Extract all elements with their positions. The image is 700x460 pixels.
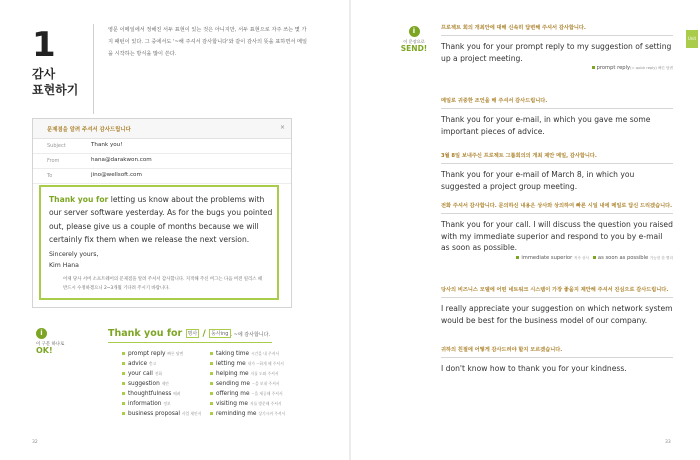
list-item-en: taking time [216,351,250,357]
list-item-ko: 내가 ~하게 해 주셔서 [247,361,284,366]
list-item-en: prompt reply [128,351,166,357]
pattern-lead: Thank you for [108,328,183,339]
send-badge [393,26,435,53]
list-item [210,379,285,389]
vocab-en: as soon as possible [597,254,649,261]
bullet-icon [210,362,213,365]
bullet-icon [122,372,125,375]
example-en: Thank you for your call. I will discuss the question you raised with my immediate superior and respond to you by e-mail as soon as possible. [441,220,673,253]
vocab-en: immediate superior [521,254,573,261]
pattern-slash: / [202,329,206,339]
list-item-en: business proposal [128,411,180,417]
list-item-ko: 배려 [173,391,181,396]
ok-badge-big: OK! [36,346,53,355]
vocab-en: prompt reply [596,65,631,72]
email-window [32,118,292,308]
list-item-en: helping me [216,371,249,377]
info-icon: i [409,26,420,37]
ok-badge-small: 이 구문 하나로 [36,342,65,347]
bullet-icon [122,362,125,365]
send-badge-small: 이 문장으로 [403,39,425,44]
example-en: Thank you for your e-mail of March 8, in which you suggested a project group meeting. [441,170,635,191]
example-ko: 귀하의 친절에 어떻게 감사드려야 할지 모르겠습니다. [441,347,563,353]
ok-badge [36,328,76,355]
list-item [210,389,285,399]
chapter-title-line1: 감사 [32,67,56,81]
example-ko: 당사의 비즈니스 모델에 어떤 네트워크 시스템이 가장 좋을지 제안해 주셔서 진심으로 감사드립니다. [441,287,669,293]
list-item [122,369,201,379]
bullet-icon [210,412,213,415]
list-item [122,399,201,409]
divider [441,163,673,164]
list-item-en: your call [128,371,153,377]
list-item-en: advice [128,361,148,367]
bullet-icon [210,382,213,385]
example-block [441,24,673,71]
left-page [0,0,349,460]
email-header-title: 문제점을 알려 주셔서 감사드립니다 [47,127,131,133]
pattern-slot1: 명사 [187,331,198,337]
example-ko: 메일로 귀중한 조언을 해 주셔서 감사드립니다. [441,98,548,104]
page-number-left: 32 [32,440,38,445]
list-item [122,379,201,389]
list-item-ko: 정보 [163,401,171,406]
bullet-icon [516,256,519,259]
example-block [441,286,673,326]
list-item-ko: 충고 [148,361,157,366]
page-number-right: 33 [665,440,671,445]
example-en: Thank you for your prompt reply to my suggestion of setting up a project meeting. [441,42,672,63]
list-item-en: suggestion [128,381,160,387]
list-item [210,369,285,379]
example-en: I really appreciate your suggestion on which network system would be best for the business model of our company. [441,304,673,325]
email-header [33,119,291,139]
bullet-icon [593,256,596,259]
list-item-en: information [128,401,162,407]
email-from-row [33,154,291,169]
list-item-ko: 상기시켜 주셔서 [258,411,286,416]
pattern-heading [108,328,270,339]
list-item-en: letting me [216,361,246,367]
bullet-icon [210,372,213,375]
from-label: From [47,158,60,164]
email-to-row [33,169,291,184]
bullet-icon [592,66,595,69]
example-block [441,97,673,137]
email-subject-row [33,139,291,154]
list-item [210,399,285,409]
list-item [210,409,285,419]
list-item-ko: 시간을 내 주셔서 [250,351,280,356]
example-en: I don't know how to thank you for your kindness. [441,364,627,373]
vocab-ko: 직속 상사 [573,255,589,260]
pattern-slot2: 동사ing [211,331,229,337]
list-item-ko: 전화 [154,371,163,376]
info-icon: i [36,328,47,339]
divider [441,357,673,358]
example-en: Thank you for your e-mail, in which you gave me some important pieces of advice. [441,115,651,136]
send-badge-big: SEND! [400,44,428,53]
example-block [441,152,673,192]
vocab-note [441,255,673,261]
divider [441,297,673,298]
list-item-en: offering me [216,391,250,397]
list-item-en: visiting me [216,401,248,407]
example-ko: 프로젝트 회의 개최안에 대해 신속히 답변해 주셔서 감사합니다. [441,25,586,31]
list-item-en: thoughtfulness [128,391,172,397]
email-body-text [49,193,274,247]
example-block [441,346,673,375]
pattern-underline [108,342,272,343]
chapter-title-line2: 표현하기 [32,83,79,98]
list-item [210,359,285,369]
pattern-list-gerunds [210,349,285,419]
divider [93,24,94,114]
divider [441,35,673,36]
bullet-icon [210,402,213,405]
bullet-icon [122,352,125,355]
list-item-ko: 저를 도와 주셔서 [250,371,279,376]
to-label: To [47,173,53,179]
example-ko: 3월 8일 보내주신 프로젝트 그룹회의의 개최 제안 메일, 감사합니다. [441,153,597,159]
email-body-rest: letting us know about the problems with our server software yesterday. As for the bugs you pointed out, please give us a couple of months because we will certainly fix them when we release the next version. [49,195,273,245]
vocab-ko: (= quick reply) 빠른 답변 [630,66,673,71]
divider [441,108,673,109]
bullet-icon [210,352,213,355]
subject-field[interactable]: Thank you! [91,142,123,148]
to-field[interactable]: jino@wellsoft.com [91,172,142,178]
list-item-ko: 사업 제안서 [181,411,202,416]
list-item [122,409,201,419]
example-block [441,202,673,261]
intro-text: 영문 이메일에서 정해진 서두 표현이 있는 것은 아니지만, 서두 표현으로 자주 쓰는 몇 가지 패턴이 있다. 그 중에서도 '~해 주셔서 감사합니다'와 같이 감사의 뜻을 표하면서 메일을 시작하는 방식을 많이 쓴다. [108,27,308,57]
list-item-en: reminding me [216,411,257,417]
bullet-icon [122,382,125,385]
list-item [122,359,201,369]
list-item-ko: 제안 [161,381,169,386]
list-item-ko: ~을 보내 주셔서 [251,381,280,386]
bullet-icon [210,392,213,395]
pattern-list-nouns [122,349,201,419]
bullet-icon [122,402,125,405]
list-item [122,349,201,359]
email-translation: 어제 당사 서버 소프트웨어의 문제점을 알려 주셔서 감사합니다. 지적해 주신 버그는 다음 버전 릴리스 때 반드시 수정하겠으니 2~3개월 기다려 주시기 바랍니다. [63,277,263,291]
list-item-ko: ~을 제공해 주셔서 [251,391,283,396]
email-signature: Kim Hana [49,262,79,269]
chapter-number: 1 [32,25,56,65]
email-body-highlight: Thank you for [49,195,109,204]
list-item [210,349,285,359]
email-closing: Sincerely yours, [49,251,99,258]
pattern-tail: . ~에 감사합니다. [230,332,271,338]
vocab-note [441,65,673,71]
list-item-ko: 저를 방문해 주셔서 [249,401,282,406]
bullet-icon [122,392,125,395]
subject-label: Subject [47,143,66,149]
from-field[interactable]: hana@darakwon.com [91,157,152,163]
unit-tab: Unit [686,30,698,48]
list-item [122,389,201,399]
list-item-ko: 빠른 답변 [167,351,184,356]
bullet-icon [122,412,125,415]
vocab-ko: 가능한 한 빨리 [649,255,673,260]
list-item-en: sending me [216,381,250,387]
close-icon[interactable]: × [279,124,285,131]
example-ko: 전화 주셔서 감사합니다. 문의하신 내용은 상사와 상의하여 빠른 시일 내에 메일로 답신 드리겠습니다. [441,203,673,209]
right-page [351,0,700,460]
divider [441,213,673,214]
chapter-title [32,66,92,98]
